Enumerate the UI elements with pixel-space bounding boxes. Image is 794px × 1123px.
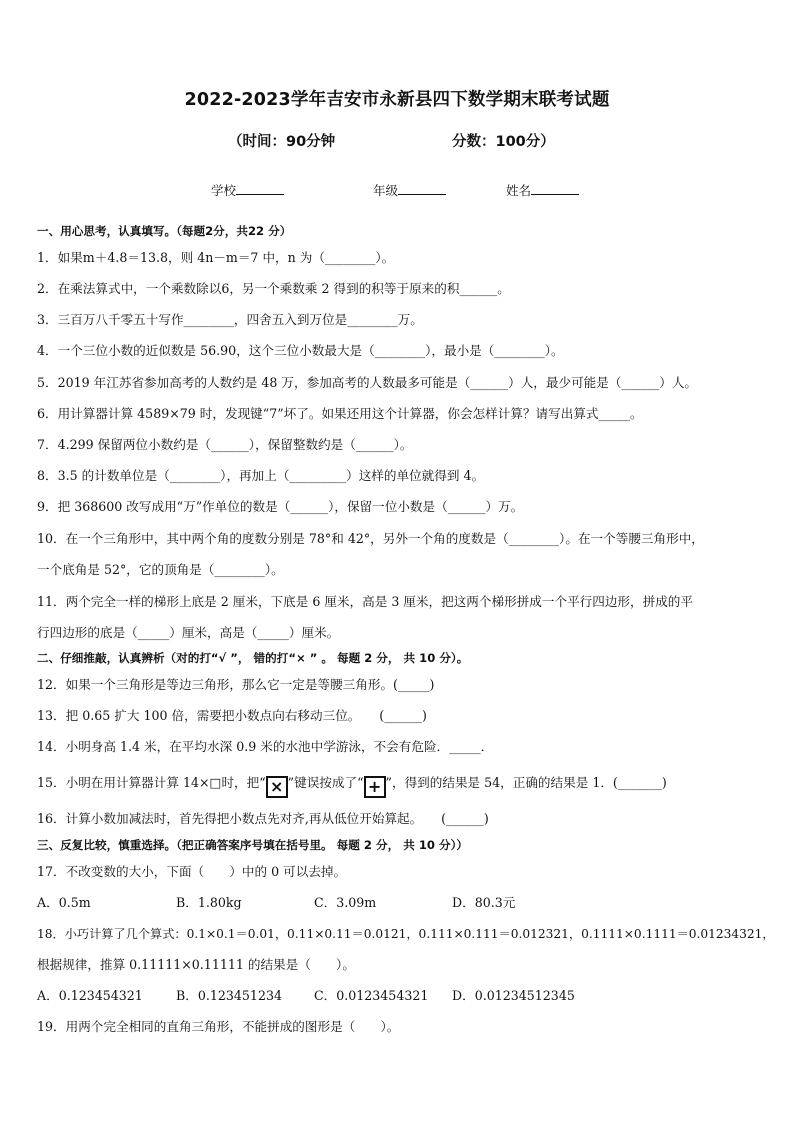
name-blank[interactable] bbox=[531, 182, 579, 195]
question-3: 3．三百万八千零五十写作________，四舍五入到万位是________万。 bbox=[37, 312, 423, 327]
grade-blank[interactable] bbox=[398, 182, 446, 195]
question-1: 1．如果m＋4.8＝13.8，则 4n－m＝7 中，n 为（________）。 bbox=[37, 250, 395, 265]
question-18-line-2: 根据规律，推算 0.11111×0.11111 的结果是（ ）。 bbox=[37, 957, 355, 972]
name-field bbox=[506, 181, 579, 199]
question-19: 19．用两个完全相同的直角三角形，不能拼成的图形是（ ）。 bbox=[37, 1019, 400, 1034]
q18-option-c[interactable]: C．0.0123454321 bbox=[314, 988, 429, 1003]
question-15-text-end: ”，得到的结果是 54，正确的结果是 1．(_______) bbox=[385, 775, 667, 790]
question-15-text-start: 15．小明在用计算器计算 14×□时，把“ bbox=[37, 775, 266, 790]
school-label: 学校 bbox=[211, 183, 237, 198]
school-blank[interactable] bbox=[236, 182, 284, 195]
exam-time: （时间：90分钟 bbox=[228, 134, 336, 150]
school-field bbox=[211, 181, 284, 199]
q17-option-b[interactable]: B．1.80kg bbox=[176, 895, 242, 910]
exam-score: 分数：100分） bbox=[452, 134, 555, 150]
question-11-line-2: 行四边形的底是（_____）厘米，高是（_____）厘米。 bbox=[37, 625, 340, 640]
q17-option-c[interactable]: C．3.09m bbox=[314, 895, 377, 910]
question-15-text-middle: ”键误按成了“ bbox=[287, 775, 364, 790]
q17-option-d[interactable]: D．80.3元 bbox=[452, 895, 516, 910]
question-2: 2．在乘法算式中，一个乘数除以6，另一个乘数乘 2 得到的积等于原来的积______。 bbox=[37, 281, 510, 296]
section-1-heading: 一、用心思考，认真填写。（每题2分，共22 分） bbox=[37, 224, 292, 238]
question-5: 5．2019 年江苏省参加高考的人数约是 48 万，参加高考的人数最多可能是（______）人，最少可能是（______）人。 bbox=[37, 375, 698, 390]
question-4: 4．一个三位小数的近似数是 56.90，这个三位小数最大是（________），最小是（________）。 bbox=[37, 343, 564, 358]
question-10-line-1: 10．在一个三角形中，其中两个角的度数分别是 78°和 42°，另外一个角的度数是（________）。在一个等腰三角形中， bbox=[37, 531, 704, 546]
question-12: 12．如果一个三角形是等边三角形，那么它一定是等腰三角形。(_____) bbox=[37, 677, 435, 692]
q17-option-a[interactable]: A．0.5m bbox=[37, 895, 91, 910]
name-label: 姓名 bbox=[506, 183, 532, 198]
question-9: 9．把 368600 改写成用“万”作单位的数是（______），保留一位小数是（______）万。 bbox=[37, 499, 524, 514]
question-18-line-1: 18．小巧计算了几个算式：0.1×0.1＝0.01，0.11×0.11＝0.0121，0.111×0.111＝0.012321，0.1111×0.1111＝0.01234321， bbox=[37, 927, 775, 941]
question-13: 13．把 0.65 扩大 100 倍，需要把小数点向右移动三位。 (______) bbox=[37, 708, 427, 723]
section-2-heading: 二、仔细推敲，认真辨析（对的打“√ ”， 错的打“× ” 。 每题 2 分， 共 10 分）。 bbox=[37, 651, 469, 665]
q18-option-d[interactable]: D．0.01234512345 bbox=[452, 988, 575, 1003]
grade-field bbox=[373, 181, 446, 199]
exam-title: 2022-2023学年吉安市永新县四下数学期末联考试题 bbox=[184, 90, 610, 110]
question-7: 7．4.299 保留两位小数约是（______），保留整数约是（______）。 bbox=[37, 437, 413, 452]
section-3-heading: 三、反复比较，慎重选择。（把正确答案序号填在括号里。 每题 2 分， 共 10 分）） bbox=[37, 838, 469, 852]
q18-option-a[interactable]: A．0.123454321 bbox=[37, 988, 143, 1003]
question-14: 14．小明身高 1.4 米，在平均水深 0.9 米的水池中学游泳，不会有危险．_____． bbox=[37, 739, 494, 754]
question-15 bbox=[37, 775, 667, 798]
question-17: 17．不改变数的大小，下面（ ）中的 0 可以去掉。 bbox=[37, 864, 347, 879]
question-11-line-1: 11．两个完全一样的梯形上底是 2 厘米，下底是 6 厘米，高是 3 厘米，把这两个梯形拼成一个平行四边形，拼成的平 bbox=[37, 594, 693, 609]
plus-key-icon: + bbox=[364, 776, 386, 798]
question-16: 16．计算小数加减法时，首先得把小数点先对齐,再从低位开始算起。 (______) bbox=[37, 811, 489, 826]
grade-label: 年级 bbox=[373, 183, 399, 198]
multiply-key-icon: × bbox=[266, 776, 288, 798]
question-8: 8．3.5 的计数单位是（________），再加上（_________）这样的单位就得到 4。 bbox=[37, 468, 485, 483]
q18-option-b[interactable]: B．0.123451234 bbox=[176, 988, 282, 1003]
question-6: 6．用计算器计算 4589×79 时，发现键“7”坏了。如果还用这个计算器，你会怎样计算？请写出算式_____。 bbox=[37, 406, 643, 421]
question-10-line-2: 一个底角是 52°，它的顶角是（________）。 bbox=[37, 562, 284, 577]
